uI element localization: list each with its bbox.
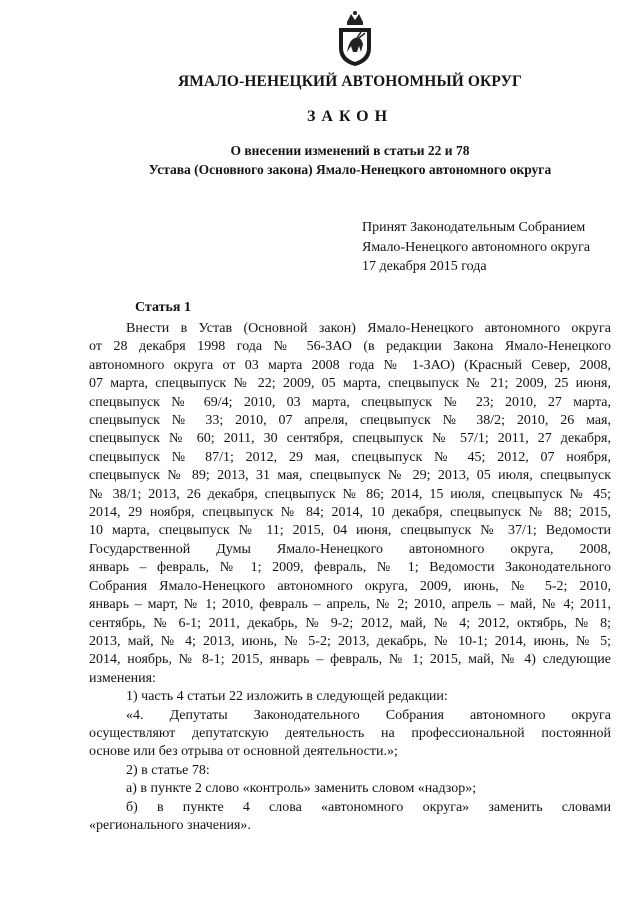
- intro-line: спецвыпуск № 33; 2010, 07 апреля, спецвыпуск № 38/2; 2010, 26 мая,: [89, 413, 611, 429]
- intro-line: Государственной Думы Ямало-Ненецкого автономного округа, 2008,: [89, 541, 611, 557]
- item-2b-line: «регионального значения».: [89, 817, 251, 833]
- intro-line: 2014, 29 ноября, спецвыпуск № 84; 2014, 10 декабря, спецвыпуск № 88; 2015,: [89, 505, 611, 521]
- intro-line: спецвыпуск № 69/4; 2010, 03 марта, спецвыпуск № 23; 2010, 27 марта,: [89, 394, 611, 410]
- intro-line: январь – февраль, № 1; 2009, февраль, № 1; Ведомости Законодательного: [89, 560, 611, 576]
- quote-line: «4. Депутаты Законодательного Собрания автономного округа: [126, 707, 611, 723]
- intro-line: 07 марта, спецвыпуск № 22; 2009, 05 марта, спецвыпуск № 21; 2009, 25 июня,: [89, 376, 611, 392]
- adoption-line-2: Ямало-Ненецкого автономного округа: [362, 239, 591, 255]
- intro-line: спецвыпуск № 87/1; 2012, 29 мая, спецвыпуск № 45; 2012, 07 ноября,: [89, 449, 611, 465]
- item-2a: а) в пункте 2 слово «контроль» заменить словом «надзор»;: [126, 781, 477, 797]
- law-title-line-2: Устава (Основного закона) Ямало-Ненецкого автономного округа: [148, 162, 552, 177]
- intro-line: январь – март, № 1; 2010, февраль – апрель, № 2; 2010, апрель – май, № 4; 2011,: [89, 597, 611, 613]
- intro-line: № 38/1; 2013, 26 декабря, спецвыпуск № 86; 2014, 15 июля, спецвыпуск № 45;: [89, 486, 611, 502]
- intro-line: 2013, май, № 4; 2013, июнь, № 5-2; 2013, декабрь, № 10-1; 2014, июнь, № 5;: [89, 633, 611, 649]
- adoption-date: 17 декабря 2015 года: [362, 259, 487, 274]
- intro-line: Собрания Ямало-Ненецкого автономного округа, 2009, июнь, № 5-2; 2010,: [89, 578, 611, 594]
- intro-line: автономного округа от 03 марта 2008 года № 1-ЗАО) (Красный Север, 2008,: [89, 357, 611, 373]
- law-title: [30, 141, 640, 179]
- intro-line: 2014, ноябрь, № 8-1; 2015, январь – февраль, № 1; 2015, май, № 4) следующие: [89, 652, 611, 668]
- adoption-block: [362, 218, 590, 277]
- item-2: 2) в статье 78:: [126, 762, 210, 778]
- intro-line: спецвыпуск № 89; 2013, 31 мая, спецвыпуск № 29; 2013, 05 июля, спецвыпуск: [89, 468, 611, 484]
- intro-line: Внести в Устав (Основной закон) Ямало-Ненецкого автономного округа: [126, 321, 611, 336]
- adoption-line-1: Принят Законодательным Собранием: [362, 220, 586, 235]
- article-body: [89, 320, 611, 835]
- law-title-line-1: О внесении изменений в статьи 22 и 78: [230, 143, 470, 158]
- quote-line: осуществляют депутатскую деятельность на профессиональной постоянной: [89, 725, 611, 741]
- region-name: ЯМАЛО-НЕНЕЦКИЙ АВТОНОМНЫЙ ОКРУГ: [177, 73, 523, 90]
- quote-line: основе или без отрыва от основной деятельности.»;: [89, 744, 398, 760]
- intro-line: от 28 декабря 1998 года № 56-ЗАО (в редакции Закона Ямало-Ненецкого: [89, 339, 611, 355]
- intro-line: 10 марта, спецвыпуск № 11; 2015, 04 июня, спецвыпуск № 37/1; Ведомости: [89, 523, 611, 539]
- item-1: 1) часть 4 статьи 22 изложить в следующей редакции:: [126, 689, 448, 705]
- intro-line: спецвыпуск № 60; 2011, 30 сентября, спецвыпуск № 57/1; 2011, 27 декабря,: [89, 431, 611, 447]
- article-title: Статья 1: [135, 300, 191, 315]
- document-type: ЗАКОН: [306, 108, 394, 125]
- item-2b-line: б) в пункте 4 слова «автономного округа» заменить словами: [126, 799, 611, 815]
- coat-of-arms-emblem: [335, 8, 375, 68]
- intro-line: изменения:: [89, 670, 156, 686]
- intro-line: сентябрь, № 6-1; 2011, декабрь, № 9-2; 2012, май, № 4; 2012, октябрь, № 8;: [89, 615, 611, 631]
